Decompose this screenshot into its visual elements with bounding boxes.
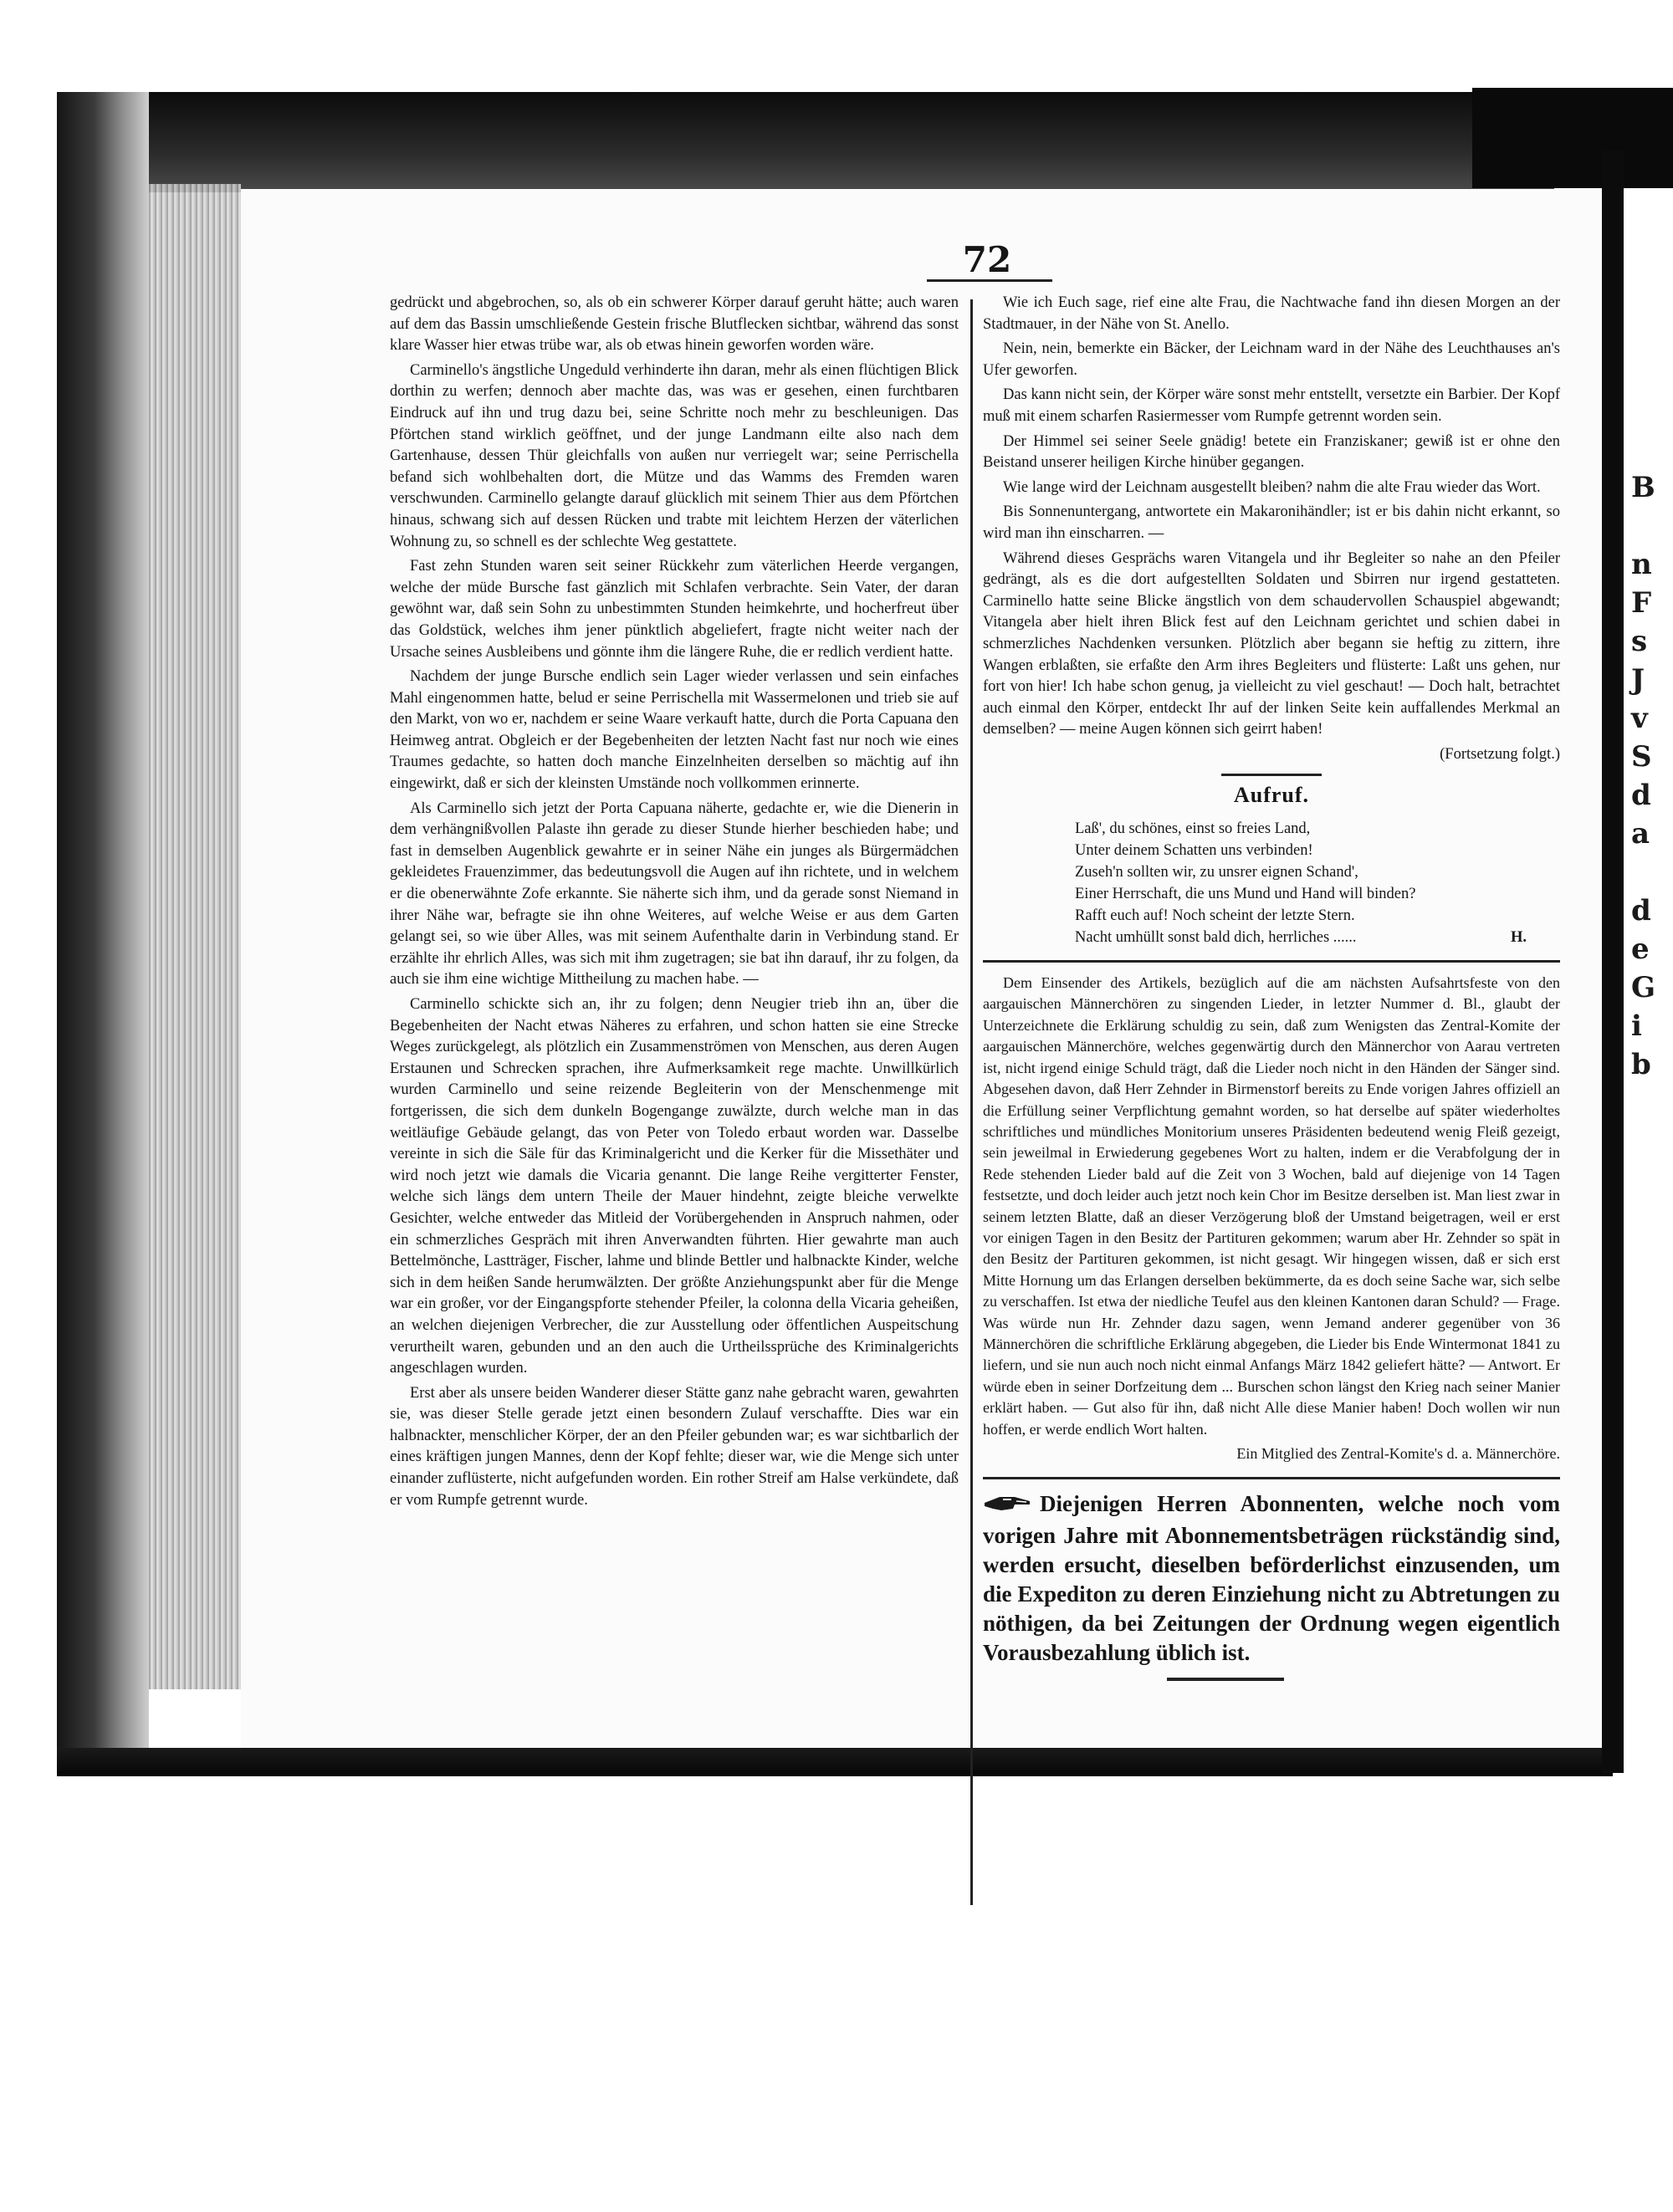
paragraph: Wie lange wird der Leichnam ausgestellt bleiben? nahm die alte Frau wieder das Wort. xyxy=(1003,478,1541,496)
column-divider xyxy=(970,299,973,1905)
section-rule xyxy=(983,1477,1560,1479)
continuation-note: (Fortsetzung folgt.) xyxy=(1440,745,1560,763)
right-column xyxy=(983,293,1560,1681)
scan-border-top xyxy=(57,92,1554,192)
page-number-rule xyxy=(927,279,1052,282)
page-number: 72 xyxy=(962,239,1012,280)
paragraph: Der Himmel sei seiner Seele gnädig! betete ein Franziskaner; gewiß ist er ohne den Beistand unserer heiligen Kirche hinüber gegangen. xyxy=(983,432,1560,472)
poem-line: Laß', du schönes, einst so freies Land, xyxy=(1075,820,1311,838)
poem-line: Zuseh'n sollten wir, zu unsrer eignen Schand', xyxy=(1075,864,1358,881)
poem-line: Einer Herrschaft, die uns Mund und Hand will binden? xyxy=(1075,886,1416,903)
paragraph: Wie ich Euch sage, rief eine alte Frau, die Nachtwache fand ihn diesen Morgen an der Stadtmauer, in der Nähe von St. Anello. xyxy=(983,294,1560,333)
paragraph: Carminello's ängstliche Ungeduld verhinderte ihn daran, mehr als einen flüchtigen Blick dorthin zu werfen; dennoch aber machte das, was was er gesehen, einen furchtbaren Eindruck auf ihn und trug dazu bei, seine Schritte noch mehr zu beschleunigen. Das Pförtchen stand wirklich geöffnet, und der junge Landmann eilte also nach dem Gartenhause, dessen Thür gleichfalls von außen nur verriegelt war; seine Perrischella befand sich wohlbehalten dort, die Mütze und das Wamms des Fremden waren verschwunden. Carminello gelangte darauf glücklich mit seinem Thier aus dem Pförtchen hinaus, schwang sich auf dessen Rücken und trabte mit leichtem Herzen der väterlichen Wohnung zu, so schnell es der schlechte Weg gestattete. xyxy=(390,361,959,550)
paragraph: Carminello schickte sich an, ihr zu folgen; denn Neugier trieb ihn an, über die Begebenheiten der Nacht etwas Näheres zu erfahren, und schon hatten sie eine Strecke Weges zurückgelegt, als plötzlich ein Zusammenströmen von Menschen, aus deren Augen Erstaunen und Schrecken sprachen, ihre Aufmerksamkeit rege machte. Unwillkürlich wurden Carminello und seine reizende Begleiterin von der Menschenmenge mit fortgerissen, die sich dem dunkeln Bogengange zuwälzte, durch welche man in das weitläufige Gebäude gelangt, das von Peter von Toledo erbaut worden war. Dasselbe vereinte in sich die Säle für das Kriminalgericht und die Kerker für die Missethäter und wird noch jetzt wie damals die Vicaria genannt. Die lange Reihe vergitterter Fenster, welche sich längs dem untern Theile der Mauer hindehnt, zeigte bleiche verwelkte Gesichter, welche entweder das Mitleid der Vorübergehenden in Anspruch nahmen, oder ein schmerzliches Gespräch mit ihren Anverwandten führten. Hier gewahrte man auch Bettelmönche, Lastträger, Fischer, lahme und blinde Bettler und halbnackte Kinder, welche sich in dem heißen Sande herumwälzten. Der größte Anziehungspunkt aber für die Menge war ein großer, vor der Eingangspforte stehender Pfeiler, la colonna della Vicaria geheißen, an welchen diejenigen Verbrecher, die zur Ausstellung oder öffentlichen Auspeitschung verurtheilt waren, gebunden und an den auch die Urtheilssprüche des Kriminalgerichts angeschlagen wurden. xyxy=(390,996,959,1377)
poem-line: Rafft euch auf! Noch scheint der letzte Stern. xyxy=(1075,907,1355,925)
poem xyxy=(1075,818,1543,948)
paragraph: Bis Sonnenuntergang, antwortete ein Makaronihändler; ist er bis dahin nicht erkannt, so wird man ihn einscharren. — xyxy=(983,503,1560,542)
poem-line: Unter deinem Schatten uns verbinden! xyxy=(1075,842,1313,860)
paragraph: gedrückt und abgebrochen, so, als ob ein schwerer Körper darauf geruht hätte; auch waren auf dem das Bassin umschließende Gestein frische Blutflecken sichtbar, während das sonst klare Wasser hier etwas trübe war, als ob etwas hinein geworfen worden wäre. xyxy=(390,294,959,355)
book-page-edges xyxy=(149,184,241,1689)
scan-border-bottom xyxy=(57,1748,1613,1776)
poem-line: Nacht umhüllt sonst bald dich, herrliches ...... xyxy=(1075,929,1357,947)
paragraph: Nachdem der junge Bursche endlich sein Lager wieder verlassen und sein einfaches Mahl eingenommen hatte, belud er seine Perrischella mit Wassermelonen und trieb sie auf den Markt, von wo er, nachdem er seine Waare verkauft hatte, durch die Porta Capuana den Heimweg antrat. Obgleich er der Begebenheiten der letzten Nacht fast nur noch wie eines Traumes gedachte, so hatten doch manche Einzelnheiten derselben so mächtig auf ihn eingewirkt, daß er sich der kleinsten Umstände noch vollkommen erinnerte. xyxy=(390,668,959,793)
scan-corner-shadow xyxy=(1472,88,1673,188)
poem-signature: H. xyxy=(1510,929,1527,947)
section-rule xyxy=(983,960,1560,963)
subscription-notice-text: Diejenigen Herren Abonnenten, welche noch vom vorigen Jahre mit Abonnementsbeträgen rückständig sind, werden ersucht, dieselben beförderlichst einzusenden, um die Expediton zu deren Einziehung nicht zu Abtretungen zu nöthigen, da bei Zeitungen der Ordnung wegen eigentlich Vorausbezahlung üblich ist. xyxy=(983,1490,1560,1665)
paragraph: Das kann nicht sein, der Körper wäre sonst mehr entstellt, versetzte ein Barbier. Der Kopf muß mit einem scharfen Rasiermesser vom Rumpfe getrennt worden sein. xyxy=(983,386,1560,425)
poem-title: Aufruf. xyxy=(1233,783,1310,808)
end-rule xyxy=(1167,1678,1284,1681)
left-column xyxy=(390,293,959,1515)
paragraph: Nein, nein, bemerkte ein Bäcker, der Leichnam ward in der Nähe des Leuchthauses an's Ufer geworfen. xyxy=(983,340,1560,379)
adjacent-page-fragment: B n F s J v S d a d e G i b xyxy=(1631,471,1656,1081)
notice-signature: Ein Mitglied des Zentral-Komite's d. a. Männerchöre. xyxy=(1236,1445,1560,1462)
notice-text: Dem Einsender des Artikels, bezüglich auf die am nächsten Aufsahrtsfeste von den aargauischen Männerchören zu singenden Lieder, in letzter Nummer d. Bl., glaubt der Unterzeichnete die Erklärung schuldig zu sein, daß zum Wenigsten das Zentral-Komite der aargauischen Männerchöre, welches gegenwärtig durch den Männerchor von Aarau vertreten ist, nicht irgend einige Schuld trägt, daß die Lieder noch nicht in den Händen der Sänger sind. Abgesehen davon, daß Herr Zehnder in Birmenstorf bereits zu Ende vorigen Jahres offiziell an die Erfüllung seiner Verpflichtung gemahnt worden, so hat derselbe auf später wiederholtes schriftliches und mündliches Monitorium unseres Präsidenten bedeutend wenig Fleiß gezeigt, sein jeweilmal in Erwiederung gegebenes Wort zu halten, indem er die Verabfolgung der in Rede stehenden Lieder bald auf die Zeit von 3 Wochen, bald auf diejenige von 14 Tagen festsetzte, und doch leider auch jetzt noch kein Chor im Besitze derselben ist. Man liest zwar in seinem letzten Blatte, daß an dieser Verzögerung bloß der Umstand beigetragen, weil er erst vor einigen Tagen in den Besitz der Partituren gekommen; warum aber Hr. Zehnder so spät in den Besitz der Partituren gekommen, ist nicht gesagt. Wir hingegen wissen, daß er sich erst Mitte Hornung um das Erlangen derselben bekümmerte, da es doch seine Sache war, sich selbe zu verschaffen. Ist etwa der niedliche Teufel aus den kleinen Kantonen daran Schuld? — Frage. Was würde nun Hr. Zehnder dazu sagen, wenn Jemand anderer gegenüber von 36 Männerchören die schriftliche Erklärung abgegeben, die Lieder bis Ende Wintermonat 1841 zu liefern, und sie nun auch noch nicht einmal Anfangs März 1842 geliefert hätte? — Antwort. Er würde eben in seiner Dorfzeitung dem ... Burschen schon längst den Krieg nach seiner Manier erklärt haben. — Gut also für ihn, daß nicht Alle diese Manier haben! Doch wollen wir nun hoffen, er werde endlich Wort halten. xyxy=(983,974,1560,1438)
paragraph: Fast zehn Stunden waren seit seiner Rückkehr zum väterlichen Heerde vergangen, welche der müde Bursche fast gänzlich mit Schlafen verbrachte. Sein Vater, der daran gewöhnt war, daß sein Sohn zu unbestimmten Stunden heimkehrte, und hocherfreut über das Goldstück, welches ihm jener pünktlich abgeliefert, fragte nicht weiter nach der Ursache seines Ausbleibens und gönnte ihm die längere Ruhe, die er redlich verdient hatte. xyxy=(390,558,959,661)
paragraph: Als Carminello sich jetzt der Porta Capuana näherte, gedachte er, wie die Dienerin in dem verhängnißvollen Palaste ihn gerade zu dieser Stunde hierher beschieden habe; und fast in demselben Augenblick gewahrte er in seiner Nähe ein junges als Bürgermädchen gekleidetes Frauenzimmer, das bedeutungsvoll die Augen auf ihn richtete, und in welchem er die obenerwähnte Zofe erkannte. Sie näherte sich ihm, und da gerade sonst Niemand in ihrer Nähe war, befragte sie ihn ohne Weiteres, auf welche Weise er aus dem Garten gelangt sei, so wie über Alles, was mit seinem Aufenthalte darin in Verbindung stand. Er erzählte ihr ehrlich Alles, was sich mit ihm zugetragen; sie bat ihn darauf, ihr zu folgen, da auch sie ihm eine wichtige Mittheilung zu machen habe. — xyxy=(390,799,959,989)
paragraph: Erst aber als unsere beiden Wanderer dieser Stätte ganz nahe gebracht waren, gewahrten sie, was dieser Stelle gerade jetzt einen besondern Zulauf verschaffte. Dies war ein halbnackter, menschlicher Körper, der an den Pfeiler gebunden war; es war sichtbarlich der eines kräftigen jungen Mannes, denn der Kopf fehlte; dieser war, wie die Menge sich unter einander zuflüsterte, nicht aufgefunden worden. Ein rother Streif am Halse verkündete, daß er vom Rumpfe getrennt wurde. xyxy=(390,1384,959,1509)
section-rule xyxy=(1221,774,1322,776)
scan-border-left xyxy=(57,92,149,1773)
subscription-notice xyxy=(983,1489,1560,1668)
paragraph: Während dieses Gesprächs waren Vitangela und ihr Begleiter so nahe an den Pfeiler gedrängt, als es die dort aufgestellten Soldaten und Sbirren nur irgend gestatteten. Carminello hatte seine Blicke ängstlich von dem schaudervollen Schauspiel abgewandt; Vitangela aber hielt ihren Blick fest auf den Leichnam gerichtet und schien dabei in schmerzliches Nachdenken versunken. Plötzlich aber begann sie heftig zu zittern, ihre Wangen erblaßten, sie erfaßte den Arm ihres Begleiters und flüsterte: Laßt uns gehen, nur fort von hier! Ich habe schon genug, ja vielleicht zu viel geschaut! — Doch halt, betrachtet auch einmal den Körper, entdeckt Ihr auf der linken Seite kein auffallendes Merkmal an demselben? — meine Augen können sich geirrt haben! xyxy=(983,549,1560,738)
scan-border-right xyxy=(1602,151,1624,1773)
pointing-hand-icon xyxy=(983,1492,1031,1521)
